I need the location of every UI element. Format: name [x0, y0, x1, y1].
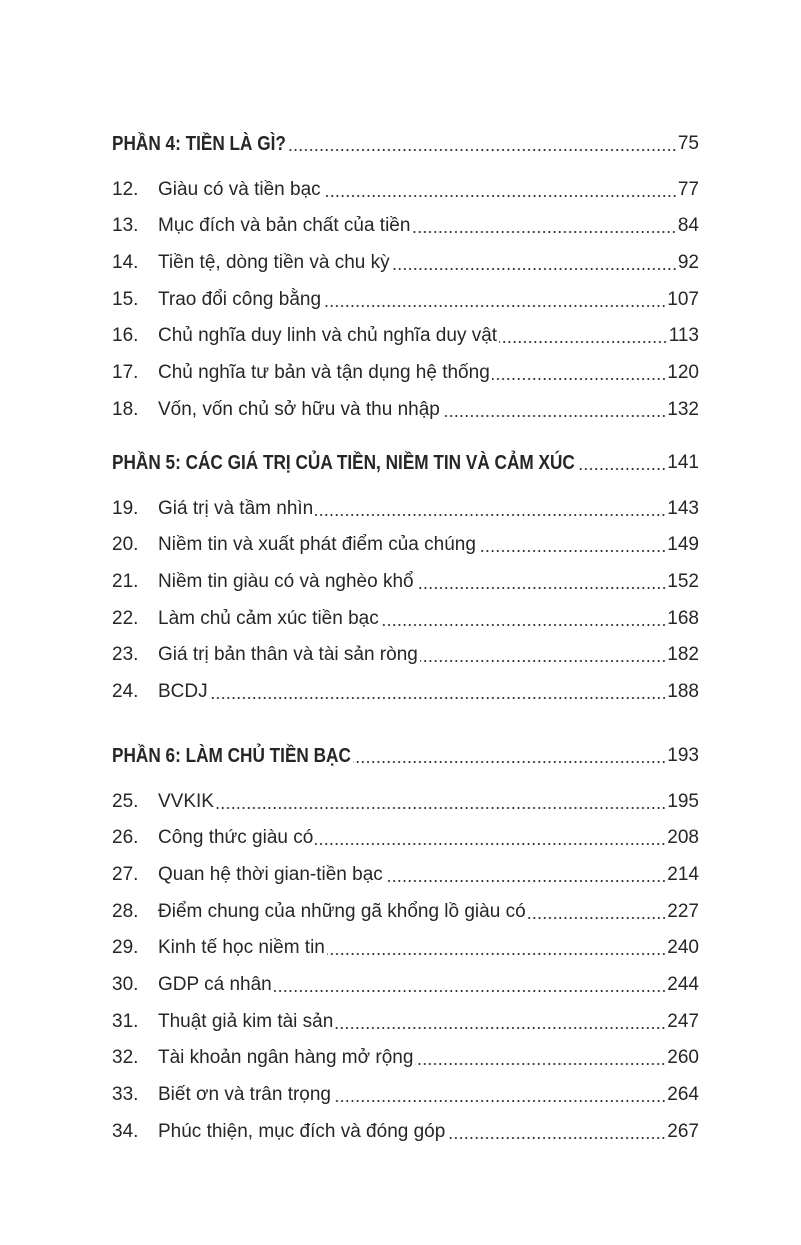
entry-page-number: 120 — [667, 362, 699, 384]
entry-title: Biết ơn và trân trọng — [158, 1084, 331, 1106]
entry-number: 20. — [112, 534, 139, 556]
entry-number: 12. — [112, 178, 139, 200]
entry-page-number: 143 — [667, 497, 699, 519]
entry-number: 29. — [112, 937, 139, 959]
dot-leader — [492, 378, 667, 380]
entry-number: 14. — [112, 252, 139, 274]
dot-leader — [216, 807, 666, 809]
dot-leader — [415, 1063, 666, 1065]
entry-number: 21. — [112, 570, 139, 592]
toc-entry — [112, 1070, 699, 1107]
dot-leader — [353, 761, 666, 763]
entry-title: Công thức giàu có — [158, 827, 314, 849]
entry-number: 15. — [112, 288, 139, 310]
entry-number: 28. — [112, 900, 139, 922]
entry-page-number: 264 — [667, 1084, 699, 1106]
part-page-number: 193 — [667, 744, 699, 766]
toc-entry — [112, 1034, 699, 1071]
dot-leader — [288, 149, 677, 151]
part-title: PHẦN 4: TIỀN LÀ GÌ? — [112, 133, 286, 155]
entry-page-number: 132 — [667, 398, 699, 420]
entry-page-number: 227 — [667, 900, 699, 922]
dot-leader — [315, 843, 666, 845]
entry-title: Vốn, vốn chủ sở hữu và thu nhập — [158, 398, 440, 420]
entry-page-number: 113 — [668, 325, 699, 347]
entry-title: Kinh tế học niềm tin — [158, 937, 325, 959]
toc-entry — [112, 850, 699, 887]
part-heading — [112, 738, 699, 768]
toc-entry — [112, 997, 699, 1034]
dot-leader — [381, 624, 667, 626]
entry-number: 31. — [112, 1010, 139, 1032]
part-page-number: 75 — [677, 133, 699, 154]
entry-page-number: 77 — [677, 178, 699, 200]
entry-title: Điểm chung của những gã khổng lồ giàu có — [158, 900, 526, 922]
toc-entry — [112, 887, 699, 924]
dot-leader — [499, 341, 668, 343]
part-heading — [112, 126, 699, 156]
toc-entry — [112, 385, 699, 422]
toc-entry — [112, 631, 699, 668]
entry-number: 34. — [112, 1120, 139, 1142]
entry-number: 30. — [112, 974, 139, 996]
entry-page-number: 214 — [667, 864, 699, 885]
entry-page-number: 107 — [667, 288, 699, 310]
dot-leader — [442, 415, 666, 417]
entry-page-number: 92 — [677, 252, 699, 274]
dot-leader — [333, 1100, 666, 1102]
dot-leader — [315, 514, 666, 516]
entry-title: Chủ nghĩa duy linh và chủ nghĩa duy vật — [158, 325, 498, 347]
toc-entry — [112, 202, 699, 239]
toc-entry — [112, 348, 699, 385]
entry-number: 32. — [112, 1047, 139, 1069]
dot-leader — [528, 917, 667, 919]
dot-leader — [447, 1137, 666, 1139]
dot-leader — [210, 697, 667, 699]
dot-leader — [385, 880, 667, 882]
entry-number: 16. — [112, 325, 139, 347]
entry-page-number: 267 — [667, 1120, 699, 1142]
entry-page-number: 244 — [667, 974, 699, 996]
dot-leader — [274, 990, 667, 992]
entry-page-number: 168 — [667, 607, 699, 629]
toc-entry — [112, 924, 699, 961]
entry-page-number: 247 — [667, 1010, 699, 1032]
entry-page-number: 240 — [667, 937, 699, 959]
entry-number: 19. — [112, 497, 139, 519]
dot-leader — [327, 953, 666, 955]
toc-entry — [112, 960, 699, 997]
entry-title: Niềm tin giàu có và nghèo khổ — [158, 570, 414, 592]
entry-title: Trao đổi công bằng — [158, 288, 322, 310]
entry-title: Giàu có và tiền bạc — [158, 178, 321, 200]
entry-title: Tài khoản ngân hàng mở rộng — [158, 1047, 414, 1069]
toc-entry — [112, 238, 699, 275]
entry-title: Giá trị và tầm nhìn — [158, 497, 314, 519]
entry-page-number: 149 — [667, 534, 699, 556]
entry-page-number: 188 — [667, 680, 699, 702]
entry-number: 13. — [112, 215, 139, 237]
entry-page-number: 152 — [667, 570, 699, 592]
entry-number: 33. — [112, 1084, 139, 1106]
toc-entry — [112, 484, 699, 521]
dot-leader — [577, 468, 666, 470]
part-title: PHẦN 6: LÀM CHỦ TIỀN BẠC — [112, 744, 351, 767]
entry-number: 25. — [112, 790, 139, 812]
dot-leader — [412, 231, 676, 233]
toc-entry — [112, 312, 699, 349]
part-page-number: 141 — [667, 451, 699, 473]
entry-title: BCDJ — [158, 680, 208, 702]
entry-page-number: 182 — [667, 644, 699, 666]
entry-title: Quan hệ thời gian-tiền bạc — [158, 864, 383, 885]
entry-title: Chủ nghĩa tư bản và tận dụng hệ thống — [158, 362, 490, 384]
toc-entry — [112, 777, 699, 814]
toc-entry — [112, 275, 699, 312]
entry-title: Tiền tệ, dòng tiền và chu kỳ — [158, 252, 390, 274]
entry-title: Thuật giả kim tài sản — [158, 1010, 334, 1032]
dot-leader — [323, 195, 677, 197]
entry-title: Giá trị bản thân và tài sản ròng — [158, 644, 418, 666]
entry-number: 23. — [112, 644, 139, 666]
entry-title: Phúc thiện, mục đích và đóng góp — [158, 1120, 446, 1142]
toc-entry — [112, 667, 699, 704]
dot-leader — [392, 268, 677, 270]
entry-number: 27. — [112, 864, 139, 885]
entry-title: Làm chủ cảm xúc tiền bạc — [158, 607, 379, 629]
toc-entry — [112, 521, 699, 558]
entry-number: 26. — [112, 827, 139, 849]
dot-leader — [335, 1027, 666, 1029]
dot-leader — [478, 550, 666, 552]
entry-number: 18. — [112, 398, 139, 420]
entry-number: 17. — [112, 362, 139, 384]
part-heading — [112, 445, 699, 475]
entry-number: 22. — [112, 607, 139, 629]
entry-page-number: 195 — [667, 790, 699, 812]
entry-title: Mục đích và bản chất của tiền — [158, 215, 411, 237]
dot-leader — [323, 305, 666, 307]
toc-entry — [112, 594, 699, 631]
toc-entry — [112, 814, 699, 851]
entry-page-number: 260 — [667, 1047, 699, 1069]
entry-title: VVKIK — [158, 790, 214, 812]
table-of-contents — [112, 126, 699, 1144]
entry-page-number: 208 — [667, 827, 699, 849]
toc-entry — [112, 165, 699, 202]
dot-leader — [416, 587, 667, 589]
entry-number: 24. — [112, 680, 139, 702]
entry-page-number: 84 — [677, 215, 699, 237]
entry-title: Niềm tin và xuất phát điểm của chúng — [158, 534, 476, 556]
part-title: PHẦN 5: CÁC GIÁ TRỊ CỦA TIỀN, NIỀM TIN VÀ CẢM XÚC — [112, 451, 575, 474]
toc-entry — [112, 557, 699, 594]
entry-title: GDP cá nhân — [158, 974, 272, 996]
dot-leader — [420, 660, 666, 662]
toc-entry — [112, 1107, 699, 1144]
